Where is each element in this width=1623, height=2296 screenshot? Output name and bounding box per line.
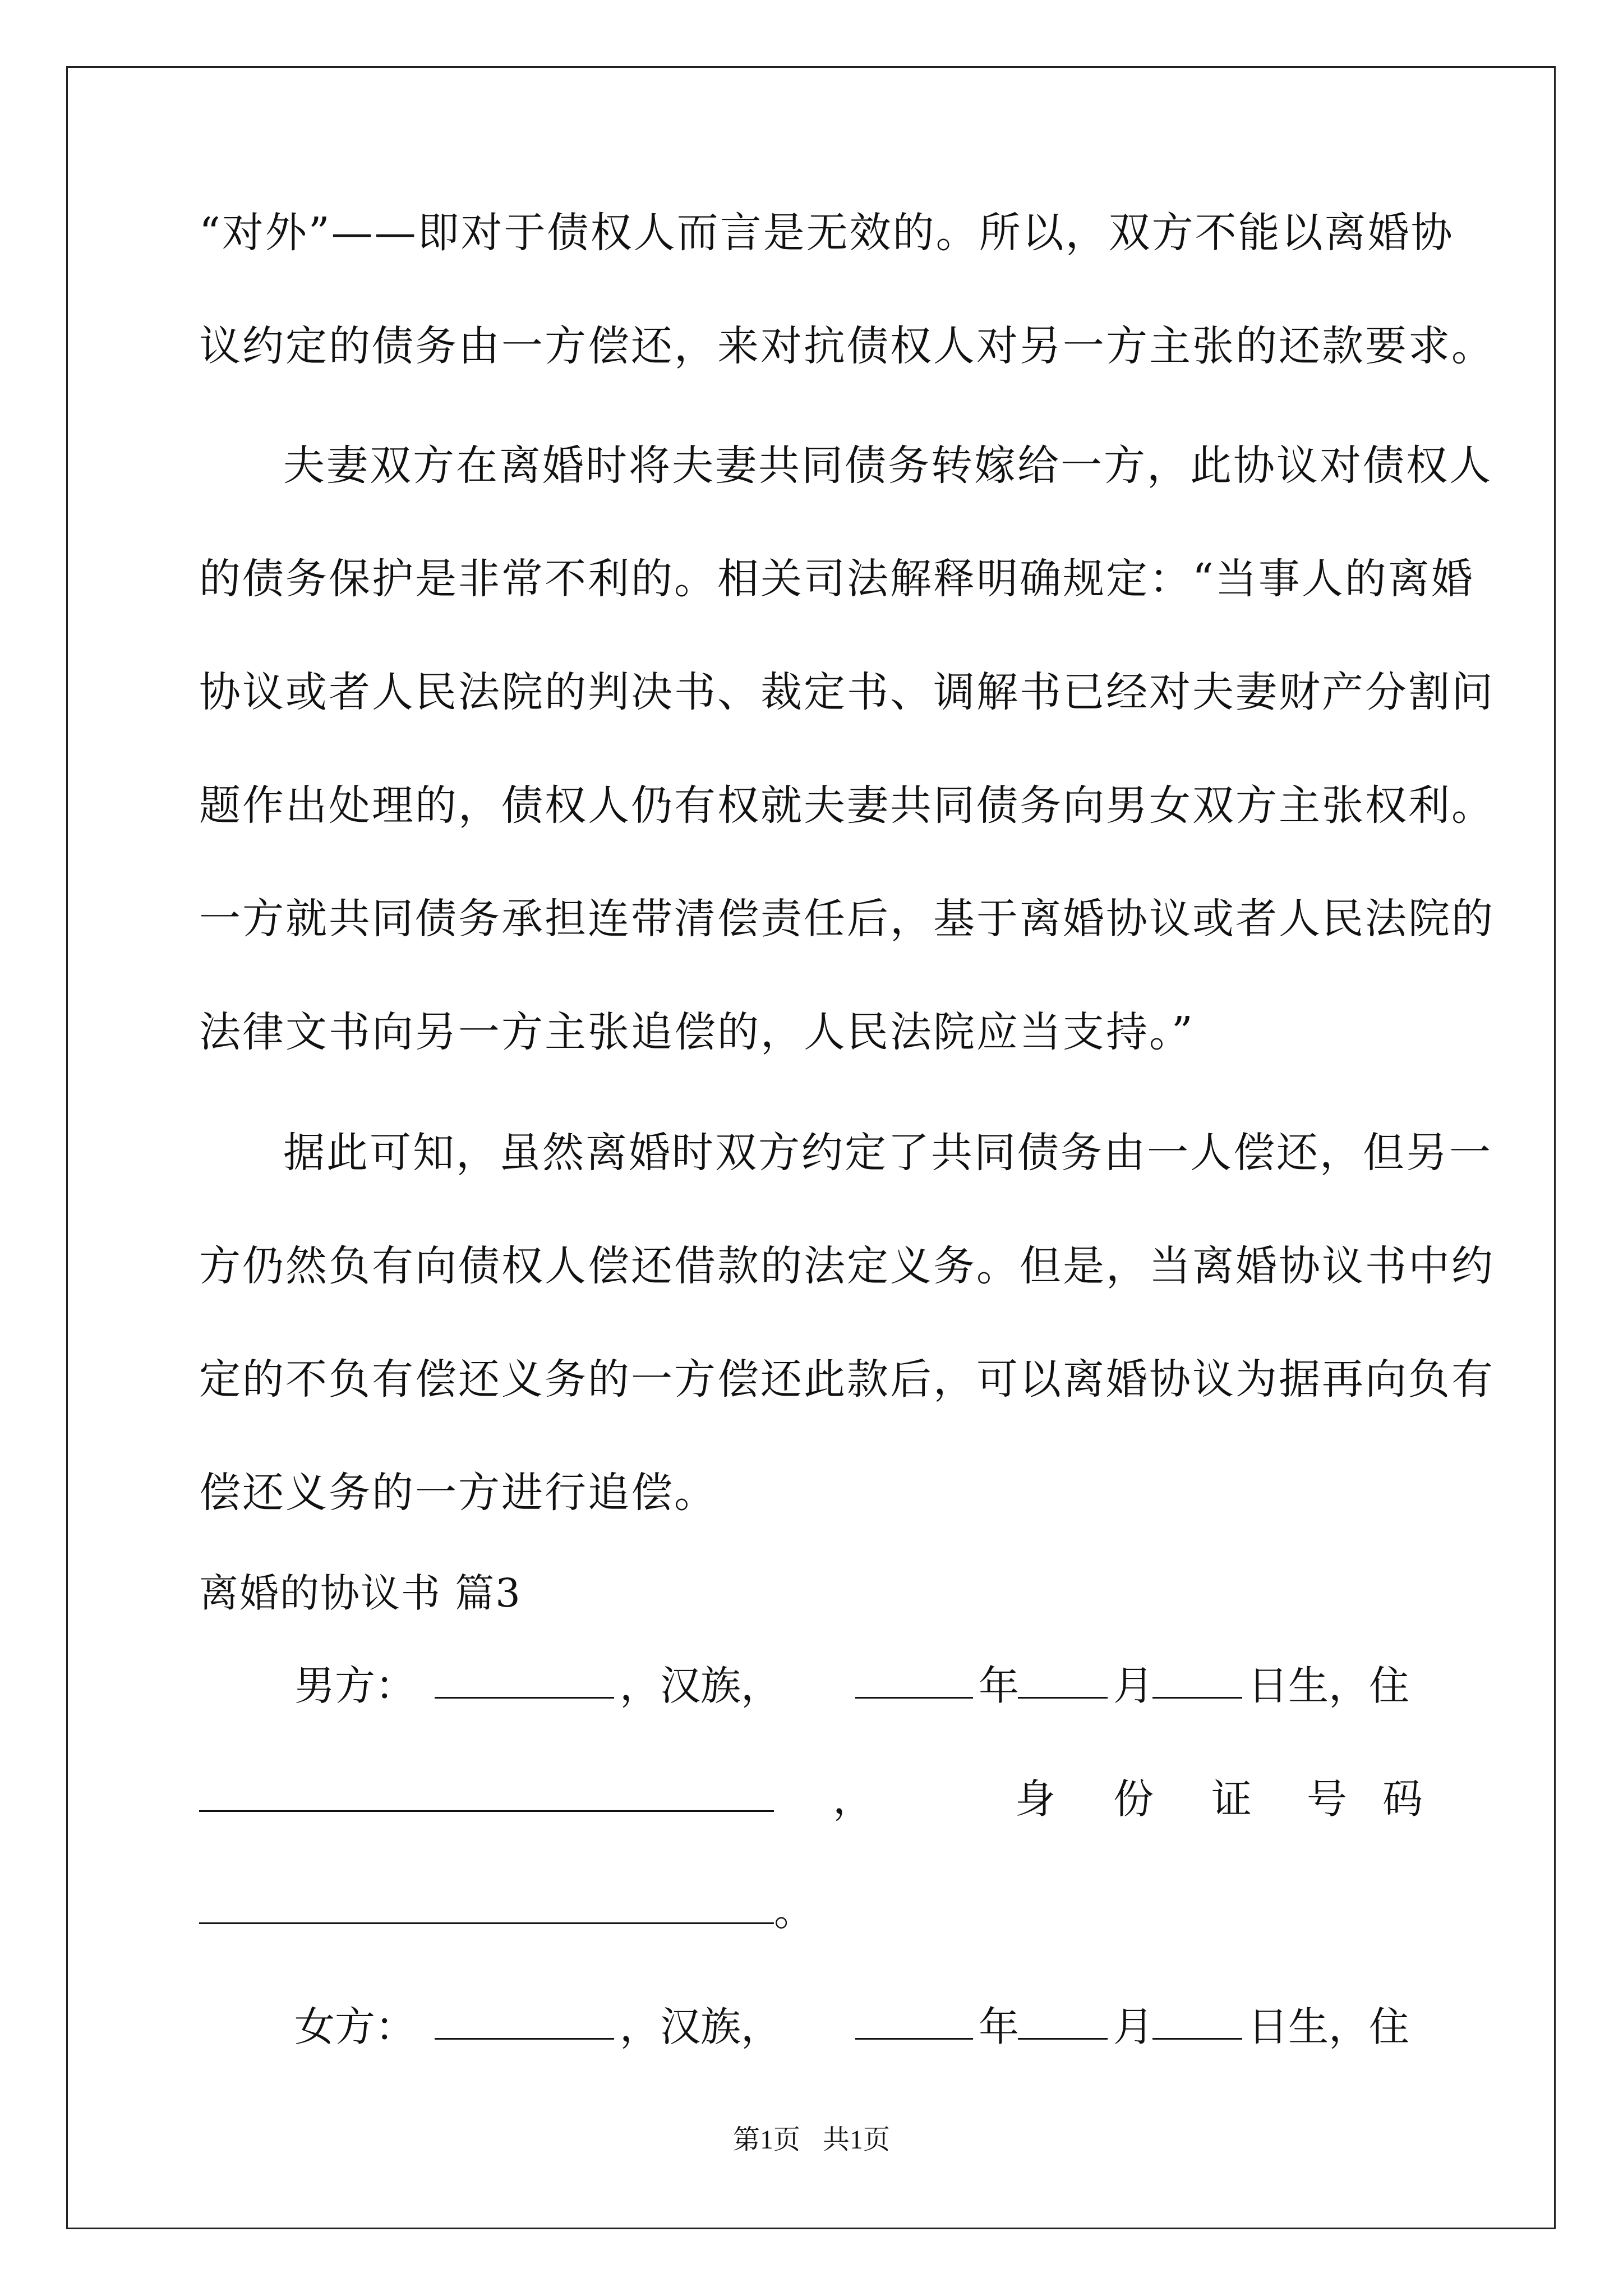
- female-year-label: 年: [979, 2003, 1020, 2050]
- page-number: 第1页: [732, 2125, 800, 2155]
- female-label: 女方：: [294, 2003, 416, 2050]
- paragraph-line: 夫妻双方在离婚时将夫妻共同债务转嫁给一方，此协议对债权人: [283, 441, 1492, 490]
- paragraph-line: 定的不负有偿还义务的一方偿还此款后，可以离婚协议为据再向负有: [199, 1355, 1495, 1404]
- male-id-char: 份: [1113, 1775, 1154, 1823]
- male-day-live: 日生，住: [1248, 1662, 1410, 1709]
- male-id-char: 码: [1382, 1775, 1423, 1823]
- female-name-blank: [435, 2003, 614, 2040]
- male-comma: ，: [833, 1775, 874, 1823]
- female-info-row: [199, 1999, 1422, 2055]
- male-label: 男方：: [294, 1662, 416, 1709]
- paragraph-line: 方仍然负有向债权人偿还借款的法定义务。但是，当离婚协议书中约: [199, 1242, 1495, 1290]
- male-id-char: 身: [1015, 1775, 1056, 1823]
- paragraph-line: 协议或者人民法院的判决书、裁定书、调解书已经对夫妻财产分割问: [199, 668, 1495, 716]
- section-title: 离婚的协议书 篇3: [199, 1570, 522, 1616]
- male-month-label: 月: [1113, 1662, 1154, 1709]
- male-info-row: [199, 1658, 1422, 1714]
- male-month-blank: [1018, 1662, 1108, 1699]
- paragraph-line: 的债务保护是非常不利的。相关司法解释明确规定：“当事人的离婚: [199, 555, 1474, 603]
- male-address-blank: [199, 1775, 774, 1812]
- male-name-blank: [435, 1662, 614, 1699]
- female-month-label: 月: [1113, 2003, 1154, 2050]
- paragraph-line: 题作出处理的，债权人仍有权就夫妻共同债务向男女双方主张权利。: [199, 781, 1495, 830]
- paragraph-line: 一方就共同债务承担连带清偿责任后，基于离婚协议或者人民法院的: [199, 895, 1495, 943]
- female-day-blank: [1152, 2003, 1242, 2040]
- page-footer: [0, 2123, 1623, 2157]
- paragraph-line: “对外”——即对于债权人而言是无效的。所以，双方不能以离婚协: [199, 209, 1454, 257]
- male-id-end: 。: [774, 1888, 815, 1935]
- female-day-live: 日生，住: [1248, 2003, 1410, 2050]
- page-total: 共1页: [823, 2125, 891, 2155]
- paragraph-line: 法律文书向另一方主张追偿的，人民法院应当支持。”: [199, 1008, 1195, 1056]
- paragraph-line: 据此可知，虽然离婚时双方约定了共同债务由一人偿还，但另一: [283, 1129, 1492, 1177]
- paragraph-line: 议约定的债务由一方偿还，来对抗债权人对另一方主张的还款要求。: [199, 322, 1495, 370]
- male-year-blank: [855, 1662, 973, 1699]
- male-id-char: 证: [1211, 1775, 1252, 1823]
- female-year-blank: [855, 2003, 973, 2040]
- male-day-blank: [1152, 1662, 1242, 1699]
- male-id-char: 号: [1307, 1775, 1348, 1823]
- male-id-row: [199, 1883, 1422, 1939]
- female-month-blank: [1018, 2003, 1108, 2040]
- female-ethnic: ，汉族，: [620, 2003, 782, 2050]
- paragraph-line: 偿还义务的一方进行追偿。: [199, 1469, 717, 1517]
- male-address-row: [199, 1771, 1422, 1827]
- male-ethnic: ，汉族，: [620, 1662, 782, 1709]
- male-year-label: 年: [979, 1662, 1020, 1709]
- male-id-blank: [199, 1888, 774, 1924]
